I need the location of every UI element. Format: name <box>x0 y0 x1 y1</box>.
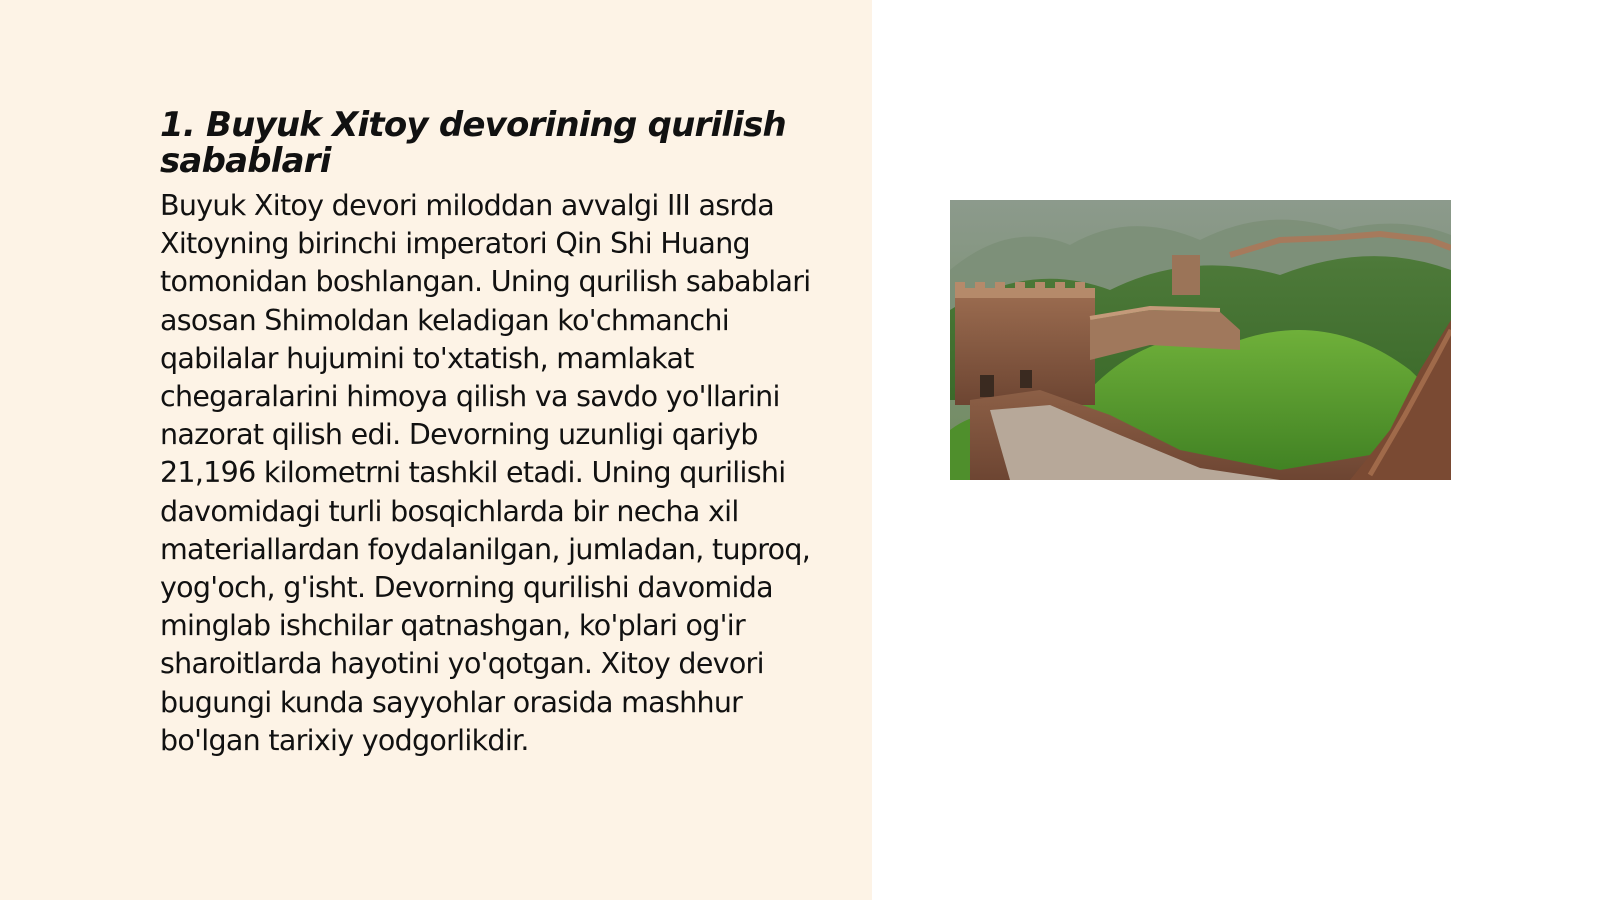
slide-title: 1. Buyuk Xitoy devorining qurilish sabablari <box>160 105 786 181</box>
great-wall-photo <box>950 200 1451 480</box>
slide-body-text: Buyuk Xitoy devori miloddan avvalgi III asrda Xitoyning birinchi imperatori Qin Shi Huang tomonidan boshlangan. Uning qurilish sabablari asosan Shimoldan keladigan ko'chmanchi qabilalar hujumini to'xtatish, mamlakat chegaralarini himoya qilish va savdo yo'llarini nazorat qilish edi. Devorning uzunligi qariyb 21,196 kilometrni tashkil etadi. Uning qurilishi davomidagi turli bosqichlarda bir necha xil materiallardan foydalanilgan, jumladan, tuproq, yog'och, g'isht. Devorning qurilishi davomida minglab ishchilar qatnashgan, ko'plari og'ir sharoitlarda hayotini yo'qotgan. Xitoy devori bugungi kunda sayyohlar orasida mashhur bo'lgan tarixiy yodgorlikdir. <box>160 189 811 757</box>
